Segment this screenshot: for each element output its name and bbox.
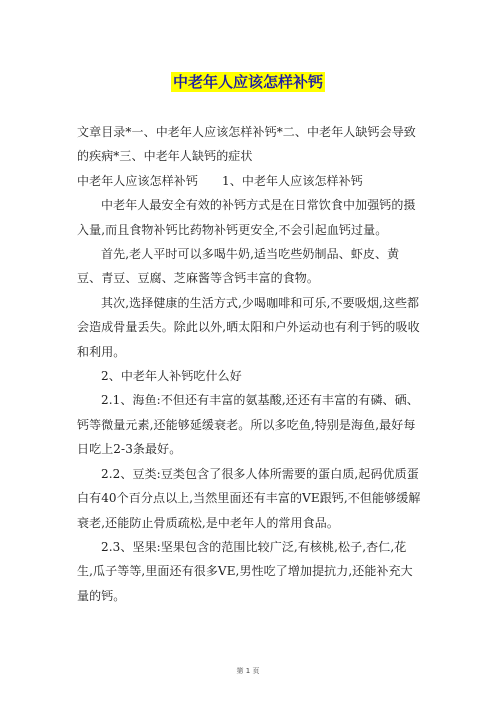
paragraph-1: 中老年人最安全有效的补钙方式是在日常饮食中加强钙的摄入量,而且食物补钙比药物补钙更安全,不会引起血钙过量。: [77, 198, 416, 237]
section-heading: [77, 169, 422, 193]
title-container: [0, 72, 496, 92]
paragraph-2: 首先,老人平时可以多喝牛奶,适当吃些奶制品、虾皮、黄豆、青豆、豆腐、芝麻酱等含钙丰富的食物。: [77, 247, 400, 286]
paragraph-fish: 2.1、海鱼:不但还有丰富的氨基酸,还还有丰富的有磷、硒、钙等微量元素,还能够延缓衰老。所以多吃鱼,特别是海鱼,最好每日吃上2-3条最好。: [77, 393, 419, 457]
page-footer: 第 1 页: [236, 667, 260, 675]
section-heading-right: 1、中老年人应该怎样补钙: [222, 173, 363, 188]
paragraph-3: 其次,选择健康的生活方式,少喝咖啡和可乐,不要吸烟,这些都会造成骨量丢失。除此以外,晒太阳和户外运动也有利于钙的吸收和利用。: [77, 295, 420, 359]
subheading-2: 2、中老年人补钙吃什么好: [101, 369, 242, 384]
document-title: 中老年人应该怎样补钙: [172, 73, 323, 91]
table-of-contents: 文章目录*一、中老年人应该怎样补钙*二、中老年人缺钙会导致的疾病*三、中老年人缺钙的症状: [77, 125, 416, 164]
paragraph-nuts: 2.3、坚果:坚果包含的范围比较广泛,有核桃,松子,杏仁,花生,瓜子等等,里面还有很多VE,男性吃了增加提抗力,还能补充大量的钙。: [77, 539, 413, 603]
section-heading-left: 中老年人应该怎样补钙: [77, 173, 199, 188]
paragraph-beans: 2.2、豆类:豆类包含了很多人体所需要的蛋白质,起码优质蛋白有40个百分点以上,当然里面还有丰富的VE跟钙,不但能够缓解衰老,还能防止骨质疏松,是中老年人的常用食品。: [77, 466, 421, 530]
document-body: [77, 120, 422, 608]
